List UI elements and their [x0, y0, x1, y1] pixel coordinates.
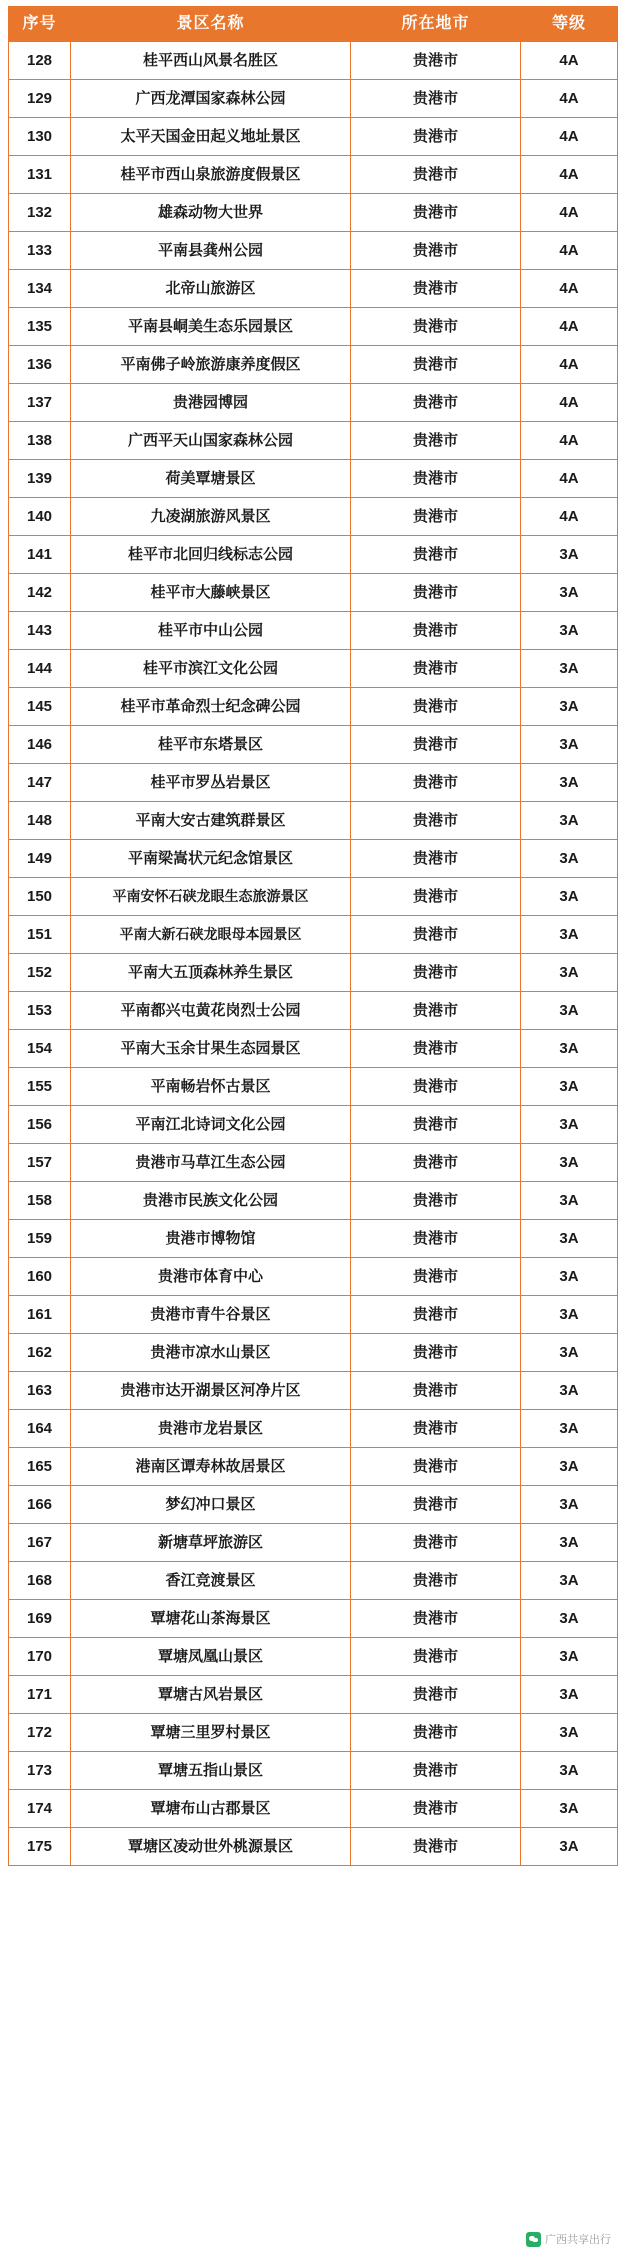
cell-city: 贵港市 [351, 1410, 521, 1448]
cell-index: 162 [9, 1334, 71, 1372]
cell-index: 166 [9, 1486, 71, 1524]
cell-city: 贵港市 [351, 1372, 521, 1410]
cell-index: 144 [9, 650, 71, 688]
cell-name: 覃塘花山茶海景区 [71, 1600, 351, 1638]
cell-name: 贵港市体育中心 [71, 1258, 351, 1296]
table-row [9, 1334, 618, 1372]
cell-level: 3A [521, 1296, 618, 1334]
leaf-logo-icon [526, 2232, 541, 2247]
cell-index: 149 [9, 840, 71, 878]
cell-name: 平南安怀石硖龙眼生态旅游景区 [71, 878, 351, 916]
cell-name: 桂平市东塔景区 [71, 726, 351, 764]
cell-name: 平南江北诗词文化公园 [71, 1106, 351, 1144]
cell-index: 158 [9, 1182, 71, 1220]
cell-level: 3A [521, 1334, 618, 1372]
cell-index: 175 [9, 1828, 71, 1866]
cell-index: 168 [9, 1562, 71, 1600]
table-row [9, 1106, 618, 1144]
table-header [9, 7, 618, 42]
cell-name: 荷美覃塘景区 [71, 460, 351, 498]
cell-level: 4A [521, 232, 618, 270]
table-row [9, 1410, 618, 1448]
cell-city: 贵港市 [351, 840, 521, 878]
cell-city: 贵港市 [351, 308, 521, 346]
cell-name: 覃塘布山古郡景区 [71, 1790, 351, 1828]
cell-level: 3A [521, 1562, 618, 1600]
cell-name: 覃塘三里罗村景区 [71, 1714, 351, 1752]
table-row [9, 498, 618, 536]
cell-level: 3A [521, 1220, 618, 1258]
table-row [9, 384, 618, 422]
cell-name: 平南大玉余甘果生态园景区 [71, 1030, 351, 1068]
cell-level: 3A [521, 1524, 618, 1562]
cell-index: 147 [9, 764, 71, 802]
cell-index: 164 [9, 1410, 71, 1448]
table-row [9, 156, 618, 194]
table-row [9, 954, 618, 992]
cell-name: 贵港市凉水山景区 [71, 1334, 351, 1372]
cell-level: 3A [521, 1068, 618, 1106]
cell-name: 九凌湖旅游风景区 [71, 498, 351, 536]
cell-name: 桂平市革命烈士纪念碑公园 [71, 688, 351, 726]
table-row [9, 688, 618, 726]
cell-name: 平南县峒美生态乐园景区 [71, 308, 351, 346]
cell-name: 贵港市龙岩景区 [71, 1410, 351, 1448]
cell-index: 156 [9, 1106, 71, 1144]
cell-city: 贵港市 [351, 954, 521, 992]
cell-city: 贵港市 [351, 460, 521, 498]
cell-city: 贵港市 [351, 232, 521, 270]
cell-index: 139 [9, 460, 71, 498]
cell-index: 159 [9, 1220, 71, 1258]
column-header-city: 所在地市 [351, 7, 521, 42]
cell-name: 贵港市博物馆 [71, 1220, 351, 1258]
watermark [522, 2229, 615, 2249]
cell-city: 贵港市 [351, 1600, 521, 1638]
cell-index: 161 [9, 1296, 71, 1334]
table-row [9, 232, 618, 270]
cell-name: 桂平市北回归线标志公园 [71, 536, 351, 574]
cell-level: 3A [521, 1676, 618, 1714]
cell-level: 3A [521, 1752, 618, 1790]
cell-level: 4A [521, 42, 618, 80]
table-row [9, 764, 618, 802]
cell-city: 贵港市 [351, 1714, 521, 1752]
cell-name: 平南大五顶森林养生景区 [71, 954, 351, 992]
cell-city: 贵港市 [351, 1486, 521, 1524]
cell-index: 151 [9, 916, 71, 954]
cell-city: 贵港市 [351, 498, 521, 536]
cell-name: 平南大新石硖龙眼母本园景区 [71, 916, 351, 954]
table-row [9, 1752, 618, 1790]
table-row [9, 726, 618, 764]
cell-city: 贵港市 [351, 650, 521, 688]
table-row [9, 270, 618, 308]
cell-city: 贵港市 [351, 992, 521, 1030]
table-body [9, 42, 618, 1866]
cell-city: 贵港市 [351, 1676, 521, 1714]
cell-name: 平南梁嵩状元纪念馆景区 [71, 840, 351, 878]
table-row [9, 916, 618, 954]
table-row [9, 574, 618, 612]
table-row [9, 1144, 618, 1182]
cell-name: 贵港市青牛谷景区 [71, 1296, 351, 1334]
table-row [9, 992, 618, 1030]
cell-name: 平南都兴屯黄花岗烈士公园 [71, 992, 351, 1030]
cell-level: 3A [521, 1638, 618, 1676]
cell-name: 太平天国金田起义地址景区 [71, 118, 351, 156]
cell-city: 贵港市 [351, 802, 521, 840]
cell-level: 3A [521, 878, 618, 916]
cell-level: 3A [521, 1030, 618, 1068]
cell-city: 贵港市 [351, 1334, 521, 1372]
cell-index: 153 [9, 992, 71, 1030]
table-row [9, 1714, 618, 1752]
table-row [9, 536, 618, 574]
cell-index: 173 [9, 1752, 71, 1790]
cell-index: 155 [9, 1068, 71, 1106]
cell-name: 覃塘古风岩景区 [71, 1676, 351, 1714]
cell-name: 新塘草坪旅游区 [71, 1524, 351, 1562]
table-row [9, 1790, 618, 1828]
cell-level: 3A [521, 992, 618, 1030]
cell-level: 3A [521, 688, 618, 726]
cell-city: 贵港市 [351, 1296, 521, 1334]
table-row [9, 118, 618, 156]
cell-city: 贵港市 [351, 1106, 521, 1144]
cell-level: 4A [521, 422, 618, 460]
cell-level: 4A [521, 156, 618, 194]
cell-city: 贵港市 [351, 688, 521, 726]
cell-city: 贵港市 [351, 118, 521, 156]
cell-city: 贵港市 [351, 1030, 521, 1068]
cell-name: 平南大安古建筑群景区 [71, 802, 351, 840]
cell-city: 贵港市 [351, 422, 521, 460]
cell-index: 152 [9, 954, 71, 992]
cell-city: 贵港市 [351, 574, 521, 612]
cell-level: 3A [521, 840, 618, 878]
cell-name: 贵港市民族文化公园 [71, 1182, 351, 1220]
cell-name: 贵港市达开湖景区河净片区 [71, 1372, 351, 1410]
cell-index: 140 [9, 498, 71, 536]
cell-index: 131 [9, 156, 71, 194]
table-header-row [9, 7, 618, 42]
cell-name: 桂平市西山泉旅游度假景区 [71, 156, 351, 194]
cell-city: 贵港市 [351, 1258, 521, 1296]
table-row [9, 42, 618, 80]
cell-index: 171 [9, 1676, 71, 1714]
cell-level: 3A [521, 574, 618, 612]
cell-level: 3A [521, 802, 618, 840]
table-row [9, 1296, 618, 1334]
cell-level: 4A [521, 308, 618, 346]
table-row [9, 1258, 618, 1296]
cell-index: 174 [9, 1790, 71, 1828]
cell-level: 3A [521, 1372, 618, 1410]
cell-index: 129 [9, 80, 71, 118]
cell-city: 贵港市 [351, 1828, 521, 1866]
cell-index: 143 [9, 612, 71, 650]
cell-name: 桂平市滨江文化公园 [71, 650, 351, 688]
column-header-name: 景区名称 [71, 7, 351, 42]
watermark-label: 广西共享出行 [545, 2234, 611, 2246]
cell-level: 3A [521, 1448, 618, 1486]
cell-index: 132 [9, 194, 71, 232]
cell-city: 贵港市 [351, 80, 521, 118]
cell-name: 覃塘五指山景区 [71, 1752, 351, 1790]
table-row [9, 346, 618, 384]
cell-level: 4A [521, 498, 618, 536]
cell-index: 169 [9, 1600, 71, 1638]
cell-index: 163 [9, 1372, 71, 1410]
cell-level: 4A [521, 80, 618, 118]
cell-name: 雄森动物大世界 [71, 194, 351, 232]
table-row [9, 1562, 618, 1600]
cell-city: 贵港市 [351, 916, 521, 954]
cell-level: 3A [521, 1714, 618, 1752]
cell-index: 148 [9, 802, 71, 840]
cell-index: 133 [9, 232, 71, 270]
cell-city: 贵港市 [351, 612, 521, 650]
cell-level: 3A [521, 916, 618, 954]
table-row [9, 194, 618, 232]
cell-city: 贵港市 [351, 1068, 521, 1106]
cell-index: 142 [9, 574, 71, 612]
cell-city: 贵港市 [351, 1562, 521, 1600]
cell-name: 北帝山旅游区 [71, 270, 351, 308]
cell-level: 3A [521, 1790, 618, 1828]
cell-level: 3A [521, 954, 618, 992]
cell-city: 贵港市 [351, 1638, 521, 1676]
cell-name: 平南县龚州公园 [71, 232, 351, 270]
cell-city: 贵港市 [351, 156, 521, 194]
cell-index: 154 [9, 1030, 71, 1068]
cell-city: 贵港市 [351, 764, 521, 802]
table-row [9, 1638, 618, 1676]
table-row [9, 1524, 618, 1562]
cell-index: 135 [9, 308, 71, 346]
cell-level: 3A [521, 1828, 618, 1866]
cell-index: 138 [9, 422, 71, 460]
cell-index: 172 [9, 1714, 71, 1752]
cell-level: 3A [521, 1600, 618, 1638]
cell-city: 贵港市 [351, 194, 521, 232]
cell-level: 4A [521, 460, 618, 498]
cell-name: 广西平天山国家森林公园 [71, 422, 351, 460]
cell-level: 3A [521, 1106, 618, 1144]
cell-city: 贵港市 [351, 1144, 521, 1182]
cell-index: 150 [9, 878, 71, 916]
table-row [9, 612, 618, 650]
table-row [9, 650, 618, 688]
cell-level: 4A [521, 118, 618, 156]
cell-index: 141 [9, 536, 71, 574]
cell-name: 桂平西山风景名胜区 [71, 42, 351, 80]
cell-name: 桂平市大藤峡景区 [71, 574, 351, 612]
cell-level: 3A [521, 650, 618, 688]
cell-name: 覃塘区凌动世外桃源景区 [71, 1828, 351, 1866]
cell-city: 贵港市 [351, 1220, 521, 1258]
cell-city: 贵港市 [351, 1524, 521, 1562]
cell-name: 平南畅岩怀古景区 [71, 1068, 351, 1106]
cell-level: 3A [521, 612, 618, 650]
cell-index: 157 [9, 1144, 71, 1182]
cell-name: 贵港市马草江生态公园 [71, 1144, 351, 1182]
table-row [9, 1182, 618, 1220]
cell-index: 146 [9, 726, 71, 764]
table-row [9, 802, 618, 840]
cell-index: 145 [9, 688, 71, 726]
cell-city: 贵港市 [351, 270, 521, 308]
cell-index: 170 [9, 1638, 71, 1676]
table-row [9, 460, 618, 498]
cell-city: 贵港市 [351, 1790, 521, 1828]
cell-index: 136 [9, 346, 71, 384]
cell-level: 3A [521, 1258, 618, 1296]
cell-level: 3A [521, 1410, 618, 1448]
cell-city: 贵港市 [351, 1448, 521, 1486]
cell-city: 贵港市 [351, 42, 521, 80]
cell-name: 平南佛子岭旅游康养度假区 [71, 346, 351, 384]
table-row [9, 1068, 618, 1106]
cell-level: 4A [521, 384, 618, 422]
column-header-level: 等级 [521, 7, 618, 42]
table-row [9, 80, 618, 118]
table-row [9, 1372, 618, 1410]
cell-index: 130 [9, 118, 71, 156]
cell-name: 香江竞渡景区 [71, 1562, 351, 1600]
cell-city: 贵港市 [351, 878, 521, 916]
cell-name: 广西龙潭国家森林公园 [71, 80, 351, 118]
cell-city: 贵港市 [351, 1752, 521, 1790]
cell-index: 137 [9, 384, 71, 422]
table-row [9, 840, 618, 878]
table-row [9, 422, 618, 460]
scenic-spots-table [8, 6, 618, 1866]
cell-level: 3A [521, 726, 618, 764]
cell-index: 167 [9, 1524, 71, 1562]
cell-level: 4A [521, 194, 618, 232]
cell-level: 3A [521, 536, 618, 574]
table-row [9, 1828, 618, 1866]
cell-name: 贵港园博园 [71, 384, 351, 422]
cell-index: 128 [9, 42, 71, 80]
table-row [9, 1486, 618, 1524]
table-row [9, 1676, 618, 1714]
cell-name: 覃塘凤凰山景区 [71, 1638, 351, 1676]
table-row [9, 878, 618, 916]
cell-city: 贵港市 [351, 536, 521, 574]
cell-level: 3A [521, 764, 618, 802]
table-row [9, 1448, 618, 1486]
column-header-index: 序号 [9, 7, 71, 42]
cell-level: 3A [521, 1144, 618, 1182]
cell-name: 桂平市罗丛岩景区 [71, 764, 351, 802]
cell-level: 4A [521, 346, 618, 384]
cell-name: 桂平市中山公园 [71, 612, 351, 650]
cell-name: 港南区谭寿林故居景区 [71, 1448, 351, 1486]
cell-index: 165 [9, 1448, 71, 1486]
cell-city: 贵港市 [351, 346, 521, 384]
cell-city: 贵港市 [351, 1182, 521, 1220]
cell-level: 3A [521, 1182, 618, 1220]
cell-name: 梦幻冲口景区 [71, 1486, 351, 1524]
table-row [9, 1220, 618, 1258]
cell-index: 134 [9, 270, 71, 308]
cell-index: 160 [9, 1258, 71, 1296]
table-row [9, 308, 618, 346]
cell-city: 贵港市 [351, 726, 521, 764]
cell-level: 4A [521, 270, 618, 308]
cell-city: 贵港市 [351, 384, 521, 422]
table-row [9, 1030, 618, 1068]
table-row [9, 1600, 618, 1638]
cell-level: 3A [521, 1486, 618, 1524]
